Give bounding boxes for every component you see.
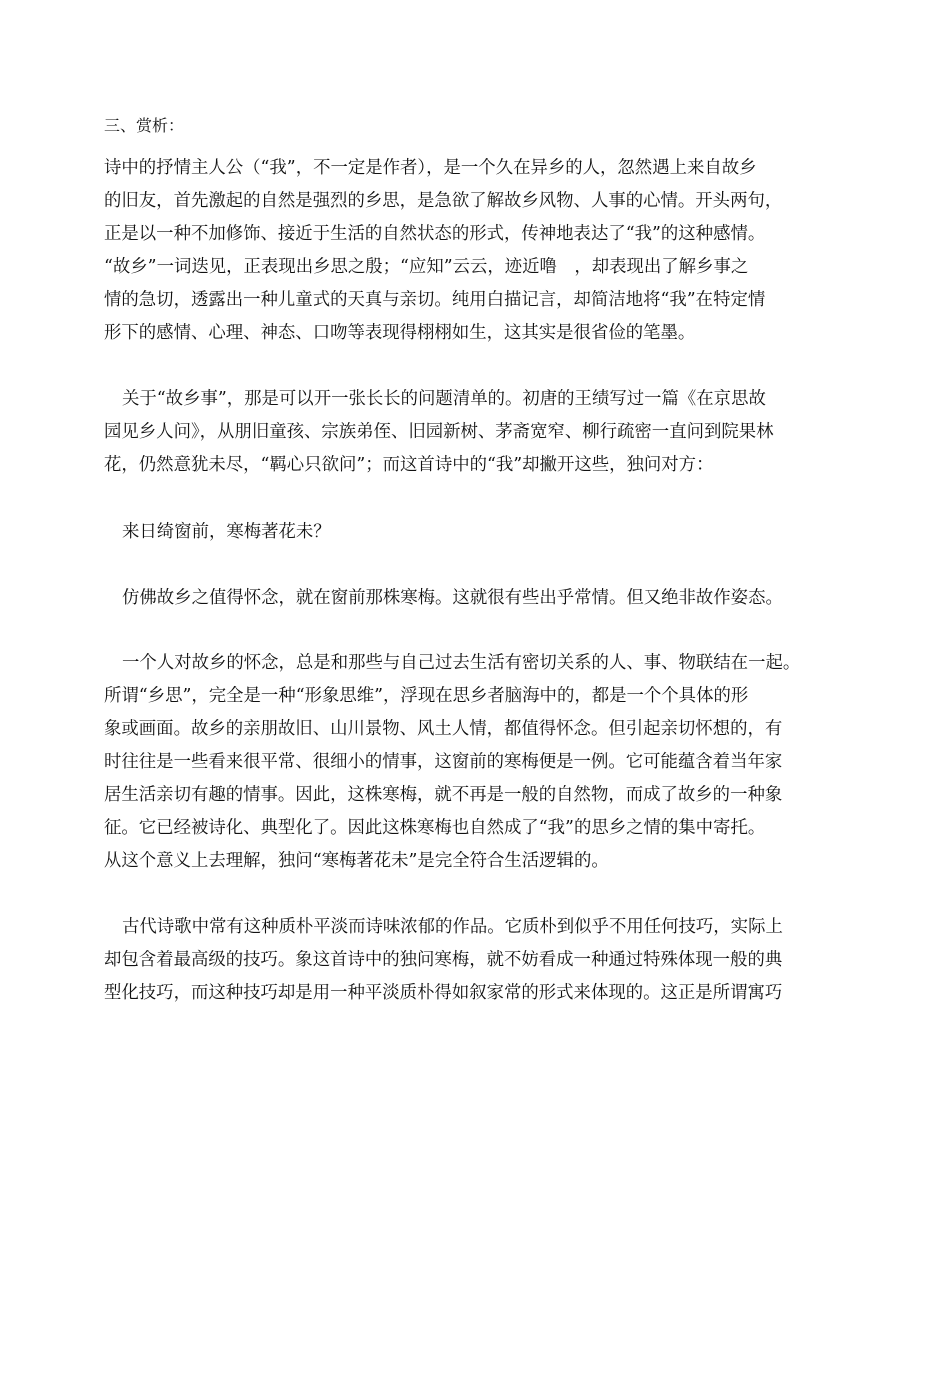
paragraph-line: “故乡”一词迭见，正表现出乡思之殷；“应知”云云，迹近噜 ，却表现出了解乡事之 [104,257,749,277]
paragraph-line: 仿佛故乡之值得怀念，就在窗前那株寒梅。这就很有些出乎常情。但又绝非故作姿态。 [122,588,783,608]
paragraph-line: 时往往是一些看来很平常、很细小的情事，这窗前的寒梅便是一例。它可能蕴含着当年家 [104,752,783,772]
paragraph-line: 古代诗歌中常有这种质朴平淡而诗味浓郁的作品。它质朴到似乎不用任何技巧，实际上 [122,917,783,937]
paragraph-line: 的旧友，首先激起的自然是强烈的乡思，是急欲了解故乡风物、人事的心情。开头两句， [104,191,783,211]
section-heading: 三、赏析： [104,116,185,135]
paragraph-line: 花，仍然意犹未尽，“羁心只欲问”；而这首诗中的“我”却撇开这些，独问对方： [104,455,714,475]
paragraph-line: 正是以一种不加修饰、接近于生活的自然状态的形式，传神地表达了“我”的这种感情。 [104,224,766,244]
paragraph-line: 所谓“乡思”，完全是一种“形象思维”，浮现在思乡者脑海中的，都是一个个具体的形 [104,686,749,706]
paragraph-line: 诗中的抒情主人公（“我”，不一定是作者），是一个久在异乡的人，忽然遇上来自故乡 [104,158,757,178]
paragraph-line: 却包含着最高级的技巧。象这首诗中的独问寒梅，就不妨看成一种通过特殊体现一般的典 [104,950,783,970]
paragraph-line: 从这个意义上去理解，独问“寒梅著花未”是完全符合生活逻辑的。 [104,851,609,871]
paragraph-line: 情的急切，透露出一种儿童式的天真与亲切。纯用白描记言，却简洁地将“我”在特定情 [104,290,766,310]
paragraph-line: 园见乡人问》，从朋旧童孩、宗族弟侄、旧园新树、茅斋宽窄、柳行疏密一直问到院果林 [104,422,774,442]
paragraph-line: 征。它已经被诗化、典型化了。因此这株寒梅也自然成了“我”的思乡之情的集中寄托。 [104,818,766,838]
paragraph-line: 形下的感情、心理、神态、口吻等表现得栩栩如生，这其实是很省俭的笔墨。 [104,323,696,343]
paragraph-line: 关于“故乡事”，那是可以开一张长长的问题清单的。初唐的王绩写过一篇《在京思故 [122,389,766,409]
paragraph-line: 居生活亲切有趣的情事。因此，这株寒梅，就不再是一般的自然物，而成了故乡的一种象 [104,785,783,805]
paragraph-line: 型化技巧，而这种技巧却是用一种平淡质朴得如叙家常的形式来体现的。这正是所谓寓巧 [104,983,783,1003]
paragraph-line: 象或画面。故乡的亲朋故旧、山川景物、风土人情，都值得怀念。但引起亲切怀想的，有 [104,719,783,739]
paragraph-line: 一个人对故乡的怀念，总是和那些与自己过去生活有密切关系的人、事、物联结在一起。 [122,653,801,673]
poem-quote: 来日绮窗前，寒梅著花未？ [122,522,331,542]
